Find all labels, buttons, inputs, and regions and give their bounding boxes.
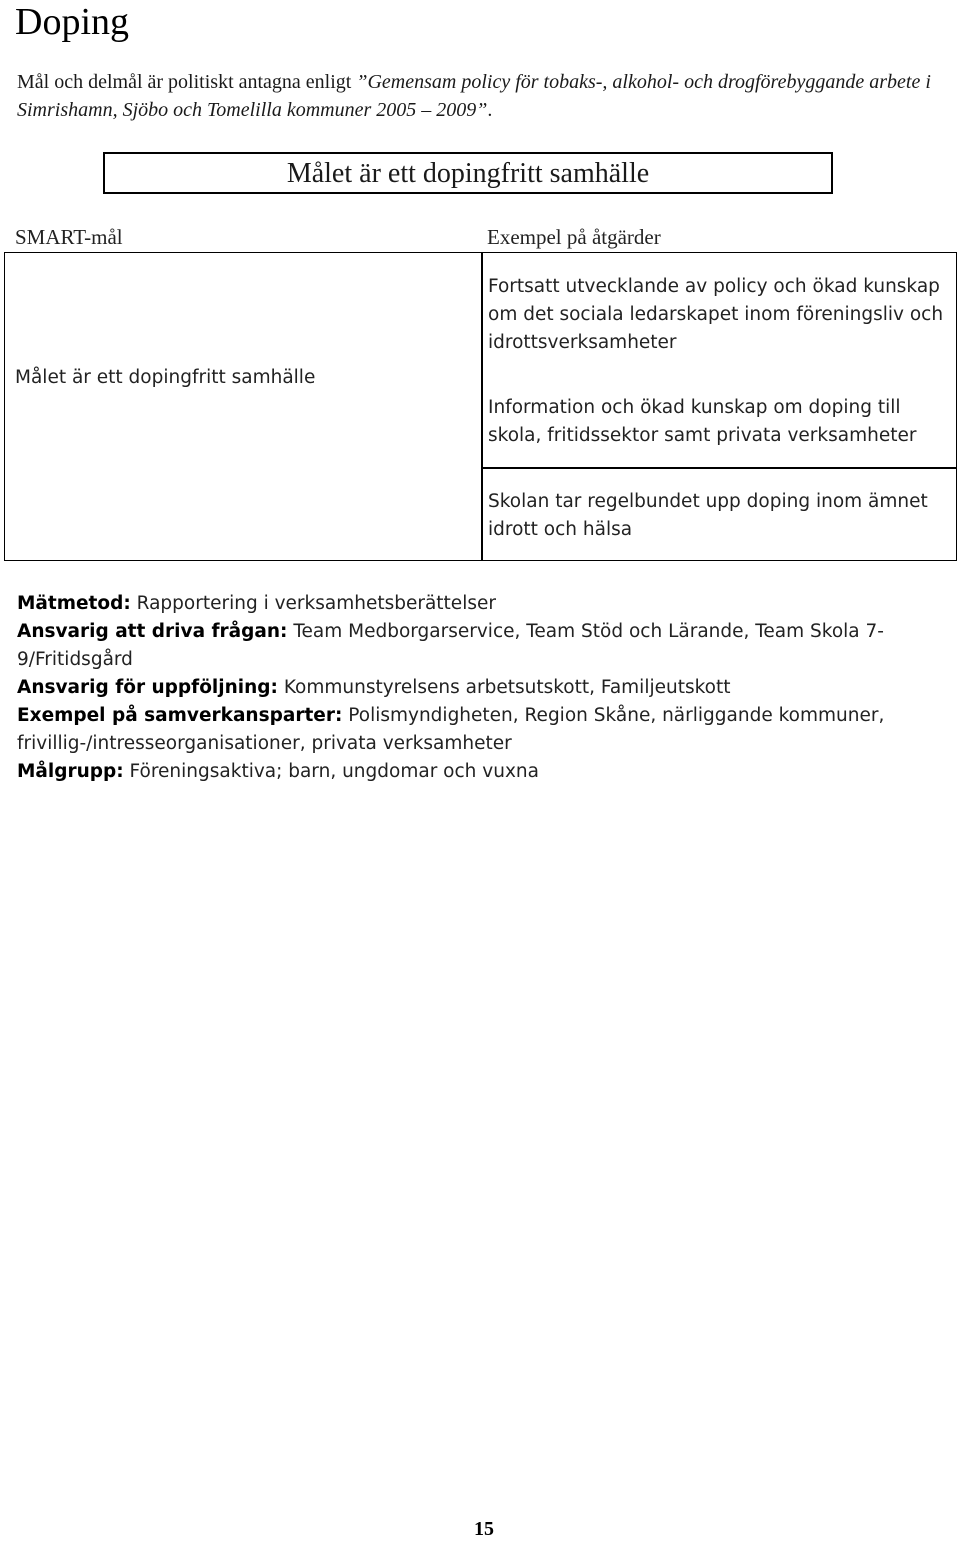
detail-value: Rapportering i verksamhetsberättelser [130,593,496,614]
detail-responsible-followup [17,674,947,702]
action-item: Information och ökad kunskap om doping till skola, fritidssektor samt privata verksamheter [488,397,917,446]
detail-measurement-method [17,590,947,618]
detail-responsible-driver [17,618,947,674]
detail-label: Mätmetod: [17,593,131,614]
intro-prefix: Mål och delmål är politiskt antagna enligt [17,71,357,93]
detail-value: Team Medborgarservice, Team Stöd och Lärande, Team Skola 7-9/Fritidsgård [17,621,884,670]
detail-value: Polismyndigheten, Region Skåne, närliggande kommuner, frivillig-/intresseorganisationer, privata verksamheter [17,705,885,754]
goal-heading-box: Målet är ett dopingfritt samhälle [103,152,833,194]
page-number: 15 [474,1518,494,1540]
table-row-divider [481,467,956,469]
table-column-divider [481,253,483,560]
action-item: Skolan tar regelbundet upp doping inom ämnet idrott och hälsa [488,491,928,540]
detail-value: Kommunstyrelsens arbetsutskott, Familjeutskott [277,677,731,698]
smart-goal-column-header: SMART-mål [15,225,123,249]
intro-suffix: . [487,99,493,121]
detail-partners [17,702,947,758]
action-item: Fortsatt utvecklande av policy och ökad kunskap om det sociala ledarskapet inom föreningsliv och idrottsverksamheter [488,276,944,353]
detail-label: Målgrupp: [17,761,124,782]
actions-column-header: Exempel på åtgärder [487,225,661,249]
page-title: Doping [15,1,129,43]
intro-policy-name: ”Gemensam policy för tobaks-, alkohol- och drogförebyggande arbete i Simrishamn, Sjöbo och Tomelilla kommuner 2005 – 2009” [17,71,931,121]
detail-label: Exempel på samverkansparter: [17,705,343,726]
goals-table [4,252,957,561]
goal-details [17,590,947,786]
smart-goal-cell: Målet är ett dopingfritt samhälle [15,367,316,388]
detail-value: Föreningsaktiva; barn, ungdomar och vuxna [123,761,539,782]
detail-label: Ansvarig att driva frågan: [17,621,288,642]
detail-target-group [17,758,947,786]
intro-paragraph [17,68,947,124]
detail-label: Ansvarig för uppföljning: [17,677,278,698]
